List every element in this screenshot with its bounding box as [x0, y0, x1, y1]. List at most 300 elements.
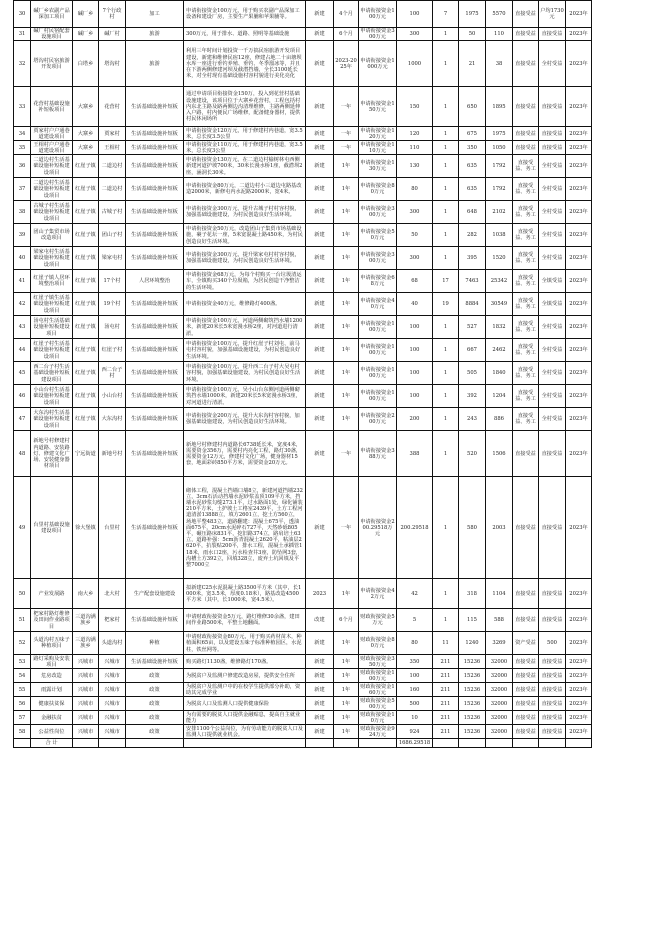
- village: 西二台子村: [99, 362, 126, 385]
- beneficiary-households: 15236: [459, 725, 486, 739]
- funding-source: 财政衔接资金924万元: [360, 725, 395, 738]
- beneficiary-people: 886: [486, 408, 513, 431]
- funding-source: 申请衔接资金100万元: [359, 316, 397, 339]
- benefit-mode: 直接受益、务工: [513, 293, 539, 316]
- investment-amount: 200: [397, 408, 433, 431]
- beneficiary-people: 1792: [486, 178, 513, 201]
- investment-amount: 80: [397, 178, 433, 201]
- township: 大寨乡: [73, 127, 99, 141]
- table-row: [14, 362, 592, 385]
- beneficiary-villages: 11: [433, 632, 459, 655]
- township: 红崖子镇: [73, 408, 99, 431]
- funding-source: 申请衔接资金300万元: [359, 201, 397, 224]
- investment-amount: 40: [397, 293, 433, 316]
- project-name: 路灯采购及安装项目: [31, 655, 73, 669]
- benefit-scope: 户均1730元: [539, 1, 566, 28]
- township: 红崖子镇: [73, 201, 99, 224]
- benefit-scope: 直接受益: [539, 683, 566, 697]
- beneficiary-households: 635: [459, 155, 486, 178]
- project-type: 生活基础设施补短板: [126, 655, 184, 669]
- table-row: [14, 224, 592, 247]
- beneficiary-villages: 1: [433, 247, 459, 270]
- table-row: [14, 725, 592, 739]
- beneficiary-households: 505: [459, 362, 486, 385]
- row-number: 47: [14, 408, 31, 431]
- beneficiary-villages: 1: [433, 431, 459, 477]
- township: 红崖子镇: [73, 224, 99, 247]
- year: 2023年: [566, 247, 592, 270]
- benefit-mode: 直接受益: [513, 655, 539, 669]
- investment-amount: 100: [397, 669, 433, 683]
- beneficiary-villages: 211: [433, 725, 459, 739]
- construction-nature: 新建: [306, 431, 334, 477]
- row-number: 46: [14, 385, 31, 408]
- investment-amount: 100: [397, 362, 433, 385]
- table-row: [14, 316, 592, 339]
- construction-nature: 新建: [306, 224, 334, 247]
- project-description: 砌体工程，混凝土挡墙口墙8立，新建河道挡墙232立，3cm石活动挡墙水泥砂浆盖顶109平方米，挡墙水泥砂浆勾缝273.1平，过水路面1处，绿化铺装210平方米，土护坡土工格室2439平，土方工程河道清淤13888立，填方2601立，挖土方560立，场地平整483立，道路翻建：混凝土675平，透油面675平，20cm水泥碎石727平，天然砂砾805平，碾压路床831平，挖旧路374立，路肩培土63立，道路补强：5cm沥青混凝土2620平，粘油层2620平，抗裂贴200平，排水工程，混凝土承插管118米，雨水口2座，污水检查井3座，防坠网3套，沟槽土方392立，回填328立，废弃土坑回填及平整7000立: [184, 477, 306, 579]
- beneficiary-people: 30549: [486, 293, 513, 316]
- total-empty-cell: [306, 739, 334, 748]
- year: 2023年: [566, 316, 592, 339]
- construction-period: 1年: [334, 155, 359, 178]
- beneficiary-people: 1520: [486, 247, 513, 270]
- construction-period: 1年: [334, 579, 359, 609]
- village: 兴城市: [99, 697, 126, 711]
- beneficiary-villages: 1: [433, 477, 459, 579]
- benefit-scope: 直接受益: [539, 477, 566, 579]
- beneficiary-households: 15236: [459, 697, 486, 711]
- project-description: 申请衔接资金100万元，提升西二台子村大吴屯村容村貌，加强基础设施建设，为村民创造良好生活环境。: [184, 362, 306, 385]
- construction-period: 一年: [334, 127, 359, 141]
- project-name: 红崖子镇生活基础设施补短板建设项目: [31, 293, 73, 316]
- funding-source: 财政衔接资金5万元: [359, 609, 397, 632]
- construction-period: 一年: [334, 477, 359, 579]
- funding-source: 申请衔接资金150万元: [359, 87, 397, 127]
- row-number: 45: [14, 362, 31, 385]
- funding-source: 申请衔接资金42万元: [359, 579, 397, 609]
- village: 台里村: [99, 477, 126, 579]
- construction-nature: 新建: [306, 339, 334, 362]
- project-name: 王相村户户通巷道建设项目: [31, 141, 73, 155]
- beneficiary-villages: 17: [433, 270, 459, 293]
- beneficiary-households: 50: [459, 28, 486, 41]
- construction-nature: 改建: [306, 609, 334, 632]
- year: 2023年: [566, 362, 592, 385]
- total-empty-cell: [459, 739, 486, 748]
- project-name: 产业发展路: [31, 579, 73, 609]
- total-empty-cell: [566, 739, 592, 748]
- beneficiary-people: 32000: [486, 697, 513, 711]
- year: 2023年: [566, 28, 592, 41]
- beneficiary-households: 15236: [459, 669, 486, 683]
- township: 兴城市: [73, 711, 99, 725]
- project-description: 为脱贫户及监测户中的在校学生提供部分补助，资助其完成学业: [184, 683, 306, 697]
- project-type: 政策: [126, 711, 184, 725]
- benefit-scope: 直接受益: [539, 431, 566, 477]
- township: 兴城市: [73, 669, 99, 683]
- benefit-mode: 直接受益: [513, 127, 539, 141]
- beneficiary-villages: 1: [433, 28, 459, 41]
- funding-source: 财政衔接资金500万元: [360, 697, 395, 710]
- project-description: 申请衔接资金80万元，二道边村小三道边屯路基改造2000米，新修屯内水泥路2000米，宽4米。: [184, 178, 306, 201]
- funding-source: 财政衔接资金100万元: [360, 669, 395, 682]
- benefit-mode: 直接受益、务工: [513, 362, 539, 385]
- beneficiary-people: 3269: [486, 632, 513, 655]
- funding-source: 申请衔接资金300万元: [360, 28, 395, 41]
- beneficiary-households: 580: [459, 477, 486, 579]
- funding-source: 申请衔接资金300万元: [359, 247, 397, 270]
- township: 碱厂乡: [73, 1, 99, 28]
- funding-source: 财政衔接资金350万元: [360, 655, 395, 668]
- beneficiary-people: 1975: [486, 127, 513, 141]
- project-type: 生活基础设施补短板: [126, 224, 184, 247]
- benefit-scope: 全村受益: [539, 408, 566, 431]
- benefit-mode: 直接受益: [513, 87, 539, 127]
- project-description: 申请衔接资金130万元，在二道边村榆树林屯西侧新建河道护坡700米，30米长漫水桥1座，截潜坝2座，涵洞长30米。: [184, 155, 306, 178]
- construction-nature: 新建: [306, 293, 334, 316]
- total-amount: 1686.29518: [397, 739, 433, 748]
- construction-nature: 新建: [306, 683, 334, 697]
- benefit-scope: 直接受益: [539, 655, 566, 669]
- village: 兴城市: [99, 669, 126, 683]
- row-number: 31: [14, 28, 31, 41]
- construction-nature: 新建: [306, 155, 334, 178]
- benefit-scope: 500: [539, 632, 566, 655]
- row-number: 55: [14, 683, 31, 697]
- construction-nature: 新建: [306, 385, 334, 408]
- benefit-scope: 直接受益: [539, 579, 566, 609]
- year: 2023年: [566, 224, 592, 247]
- construction-nature: 新建: [306, 41, 334, 87]
- year: 2023年: [566, 579, 592, 609]
- benefit-scope: 直接受益: [539, 609, 566, 632]
- beneficiary-villages: 1: [433, 141, 459, 155]
- project-description: 新地号村修建村内道路长6738延长米，宽度4米，需要资金356万，需要村内亮化工程，路灯30盏，需要资金12万元，修建村文化广场，健身器材15套，地面彩砖850平方米，需要资金20万元。: [184, 431, 306, 477]
- construction-period: 1年: [334, 385, 359, 408]
- row-number: 36: [14, 155, 31, 178]
- row-number: 51: [14, 609, 31, 632]
- construction-period: 1年: [334, 697, 359, 711]
- benefit-mode: 资产受益: [513, 632, 539, 655]
- project-name: 新地号村修建村内道路、安装路灯、修建文化广场、安装健身器材项目: [31, 431, 73, 477]
- table-row: [14, 579, 592, 609]
- row-number: 33: [14, 87, 31, 127]
- project-description: 拟新建C25水泥混凝土路3500平方米（其中，长1000米，宽3.5米，厚度0.18米），路基改造4500平方米（其中，长1000米，宽4.5米）。: [184, 579, 306, 609]
- year: 2023年: [566, 408, 592, 431]
- row-number: 30: [14, 1, 31, 28]
- project-name: 西二台子村生活基础设施补短板建设项目: [31, 362, 73, 385]
- beneficiary-households: 282: [459, 224, 486, 247]
- row-number: 57: [14, 711, 31, 725]
- beneficiary-people: 1104: [486, 579, 513, 609]
- beneficiary-people: 110: [486, 28, 513, 41]
- construction-nature: 新建: [306, 362, 334, 385]
- benefit-scope: 全村受益: [539, 316, 566, 339]
- beneficiary-people: 38: [486, 41, 513, 87]
- year: 2023年: [566, 697, 592, 711]
- project-type: 旅游: [126, 28, 184, 41]
- construction-period: 1年: [334, 632, 359, 655]
- table-row: [14, 127, 592, 141]
- benefit-mode: 直接受益、务工: [513, 408, 539, 431]
- beneficiary-villages: 7: [433, 1, 459, 28]
- total-empty-cell: [14, 739, 31, 748]
- row-number: 48: [14, 431, 31, 477]
- village: 梁家屯村: [99, 247, 126, 270]
- village: 团山子村: [99, 224, 126, 247]
- benefit-scope: 直接受益: [539, 87, 566, 127]
- year: 2023年: [566, 41, 592, 87]
- benefit-scope: 直接受益: [539, 725, 566, 739]
- project-name: 汤屯村生活基础设施补短板建设项目: [31, 316, 73, 339]
- row-number: 49: [14, 477, 31, 579]
- table-row: [14, 201, 592, 224]
- project-description: 300万元，用于排水、道路、照明等基础设施: [184, 28, 306, 41]
- project-type: 生活基础设施补短板: [126, 155, 184, 178]
- investment-amount: 100: [397, 316, 433, 339]
- table-row: [14, 339, 592, 362]
- funding-source: 申请衔接资金200万元: [359, 408, 397, 431]
- year: 2023年: [566, 655, 592, 669]
- project-name: 危房改造: [31, 669, 73, 683]
- project-name: 红崖子村生活基础设施补短板建设项目: [31, 339, 73, 362]
- village: 贾家村: [99, 127, 126, 141]
- benefit-mode: 直接受益、务工: [513, 385, 539, 408]
- construction-period: 一年: [334, 87, 359, 127]
- table-body: [14, 1, 592, 748]
- project-description: 申请衔接资金100万元，河道两侧砌筑挡水墙1200米，新建20米长5米宽漫水桥2座，对河道进行清淤。: [184, 316, 306, 339]
- investment-amount: 388: [397, 431, 433, 477]
- investment-amount: 160: [397, 683, 433, 697]
- funding-source: 申请衔接资金388万元: [359, 431, 397, 477]
- construction-period: 2023-2025年: [334, 41, 359, 87]
- beneficiary-people: 1204: [486, 385, 513, 408]
- project-name: 头道沟村五味子种植项目: [31, 632, 73, 655]
- row-number: 56: [14, 697, 31, 711]
- village: 大东沟村: [99, 408, 126, 431]
- year: 2023年: [566, 683, 592, 697]
- total-empty-cell: [334, 739, 359, 748]
- construction-period: 1年: [334, 339, 359, 362]
- beneficiary-households: 667: [459, 339, 486, 362]
- township: 三道沟满族乡: [73, 609, 99, 632]
- table-row: [14, 155, 592, 178]
- funding-source: 申请衔接资金110万元: [360, 141, 395, 154]
- benefit-mode: 直接受益: [513, 579, 539, 609]
- row-number: 38: [14, 201, 31, 224]
- beneficiary-villages: 1: [433, 41, 459, 87]
- beneficiary-villages: 1: [433, 339, 459, 362]
- project-type: 政策: [126, 697, 184, 711]
- investment-amount: 924: [397, 725, 433, 739]
- project-name: 塔沟村民宿旅游开发项目: [31, 41, 73, 87]
- total-empty-cell: [513, 739, 539, 748]
- benefit-scope: 直接受益: [539, 669, 566, 683]
- beneficiary-households: 648: [459, 201, 486, 224]
- table-row: [14, 669, 592, 683]
- project-table: [13, 0, 592, 748]
- construction-period: 1年: [334, 711, 359, 725]
- project-description: 申请衔接资金100万元，提升红崖子村刘屯、前马屯村容村貌，加强基础设施建设，为村民创造良好生活环境。: [184, 339, 306, 362]
- benefit-mode: 直接受益、务工: [513, 270, 539, 293]
- construction-nature: 新建: [306, 669, 334, 683]
- investment-amount: 10: [397, 711, 433, 725]
- village: 北大村: [99, 579, 126, 609]
- beneficiary-people: 32000: [486, 683, 513, 697]
- beneficiary-villages: 1: [433, 609, 459, 632]
- construction-nature: 新建: [306, 725, 334, 739]
- table-row: [14, 408, 592, 431]
- village: 17个村: [99, 270, 126, 293]
- project-type: 生活基础设施补短板: [126, 385, 184, 408]
- row-number: 35: [14, 141, 31, 155]
- benefit-scope: 全镇受益: [539, 293, 566, 316]
- funding-source: 申请衔接资金120万元: [360, 127, 395, 140]
- benefit-scope: 直接受益: [539, 141, 566, 155]
- beneficiary-households: 392: [459, 385, 486, 408]
- benefit-scope: 全村受益: [539, 339, 566, 362]
- project-type: 生活基础设施补短板: [126, 247, 184, 270]
- beneficiary-people: 2102: [486, 201, 513, 224]
- construction-period: 1年: [334, 178, 359, 201]
- project-description: 申请衔接资金300万元，提升梁家屯村村容村貌，加强基础设施建设，为村民创造良好生活环境。: [184, 247, 306, 270]
- benefit-scope: 全村受益: [539, 385, 566, 408]
- project-type: 生活基础设施补短板: [126, 87, 184, 127]
- year: 2023年: [566, 87, 592, 127]
- village: 塔沟村: [99, 41, 126, 87]
- village: 汤屯村: [99, 316, 126, 339]
- construction-nature: 新建: [306, 28, 334, 41]
- benefit-scope: 直接受益: [539, 28, 566, 41]
- investment-amount: 110: [397, 141, 433, 155]
- project-description: 申请财政衔接资金80万元，用于购买药材苗木，种植面积65亩，以及建设五味子标准种植园区，水泥柱，铁丝网等。: [184, 632, 306, 655]
- construction-nature: 新建: [306, 697, 334, 711]
- beneficiary-households: 7463: [459, 270, 486, 293]
- year: 2023年: [566, 155, 592, 178]
- beneficiary-villages: 211: [433, 669, 459, 683]
- beneficiary-households: 350: [459, 141, 486, 155]
- construction-nature: 新建: [306, 655, 334, 669]
- beneficiary-people: 1506: [486, 431, 513, 477]
- beneficiary-people: 32000: [486, 669, 513, 683]
- table-row: [14, 1, 592, 28]
- construction-nature: 新建: [306, 632, 334, 655]
- village: 19个村: [99, 293, 126, 316]
- investment-amount: 42: [397, 579, 433, 609]
- beneficiary-villages: 1: [433, 224, 459, 247]
- row-number: 39: [14, 224, 31, 247]
- township: 兴城市: [73, 697, 99, 711]
- project-description: 申请衔接资金40万元，维修路灯400盏。: [184, 293, 306, 316]
- beneficiary-people: 1038: [486, 224, 513, 247]
- project-name: 碱厂乡农副产品深加工项目: [31, 1, 73, 28]
- year: 2023年: [566, 178, 592, 201]
- village: 兴城市: [99, 683, 126, 697]
- benefit-mode: 直接受益、务工: [513, 339, 539, 362]
- project-name: 碱厂村民宿配套设施项目: [31, 28, 73, 41]
- beneficiary-households: 675: [459, 127, 486, 141]
- total-empty-cell: [99, 739, 126, 748]
- project-type: 生活基础设施补短板: [126, 293, 184, 316]
- beneficiary-villages: 1: [433, 408, 459, 431]
- construction-period: 4个月: [334, 1, 359, 28]
- investment-amount: 500: [397, 697, 433, 711]
- project-name: 杷家村路灯维修及田间作业路项目: [31, 609, 73, 632]
- benefit-scope: 全村受益: [539, 224, 566, 247]
- benefit-mode: 直接受益: [513, 683, 539, 697]
- beneficiary-people: 25342: [486, 270, 513, 293]
- beneficiary-people: 32000: [486, 655, 513, 669]
- year: 2023年: [566, 385, 592, 408]
- benefit-mode: 直接受益: [513, 725, 539, 739]
- beneficiary-households: 635: [459, 178, 486, 201]
- project-type: 政策: [126, 725, 184, 739]
- funding-source: 申请衔接资金1000万元: [359, 41, 397, 87]
- beneficiary-villages: 1: [433, 178, 459, 201]
- construction-nature: 新建: [306, 711, 334, 725]
- construction-period: 一年: [334, 431, 359, 477]
- total-label: 合 计: [31, 739, 73, 748]
- project-name: 团山子集贸市场改造项目: [31, 224, 73, 247]
- beneficiary-households: 395: [459, 247, 486, 270]
- village: 二道边村: [99, 155, 126, 178]
- investment-amount: 100: [397, 1, 433, 28]
- project-name: 花营村基础设施补短板项目: [31, 87, 73, 127]
- benefit-mode: 直接受益: [513, 697, 539, 711]
- project-name: 小山台村生活基础设施补短板建设项目: [31, 385, 73, 408]
- funding-source: 申请衔接资金100万元: [359, 339, 397, 362]
- construction-nature: 2023: [306, 579, 334, 609]
- beneficiary-people: 1050: [486, 141, 513, 155]
- benefit-mode: 直接受益: [513, 669, 539, 683]
- construction-nature: 新建: [306, 141, 334, 155]
- beneficiary-villages: 211: [433, 697, 459, 711]
- investment-amount: 130: [397, 155, 433, 178]
- township: 红崖子镇: [73, 270, 99, 293]
- benefit-mode: 直接受益: [513, 1, 539, 28]
- funding-source: 申请衔接资金130万元: [359, 155, 397, 178]
- row-number: 58: [14, 725, 31, 739]
- total-empty-cell: [539, 739, 566, 748]
- beneficiary-people: 2003: [486, 477, 513, 579]
- year: 2023年: [566, 632, 592, 655]
- village: 杷家村: [99, 609, 126, 632]
- year: 2023年: [566, 609, 592, 632]
- beneficiary-households: 15236: [459, 711, 486, 725]
- township: 徐大堡镇: [73, 477, 99, 579]
- beneficiary-villages: 211: [433, 683, 459, 697]
- construction-nature: 新建: [306, 247, 334, 270]
- investment-amount: 5: [397, 609, 433, 632]
- benefit-scope: 直接受益: [539, 127, 566, 141]
- benefit-mode: 直接受益、务工: [513, 201, 539, 224]
- construction-period: 1年: [334, 683, 359, 697]
- construction-period: 1年: [334, 201, 359, 224]
- beneficiary-villages: 211: [433, 655, 459, 669]
- construction-period: 1年: [334, 408, 359, 431]
- project-description: 为脱贫户及监测户修建改造房屋，提供安全住所: [184, 669, 306, 683]
- benefit-scope: 全镇受益: [539, 270, 566, 293]
- project-type: 旅游: [126, 41, 184, 87]
- table-row: [14, 697, 592, 711]
- township: 碱厂乡: [73, 28, 99, 41]
- funding-source: 财政衔接资金160万元: [360, 683, 395, 696]
- construction-period: 1年: [334, 270, 359, 293]
- village: 王相村: [99, 141, 126, 155]
- table-row: [14, 247, 592, 270]
- beneficiary-people: 1792: [486, 155, 513, 178]
